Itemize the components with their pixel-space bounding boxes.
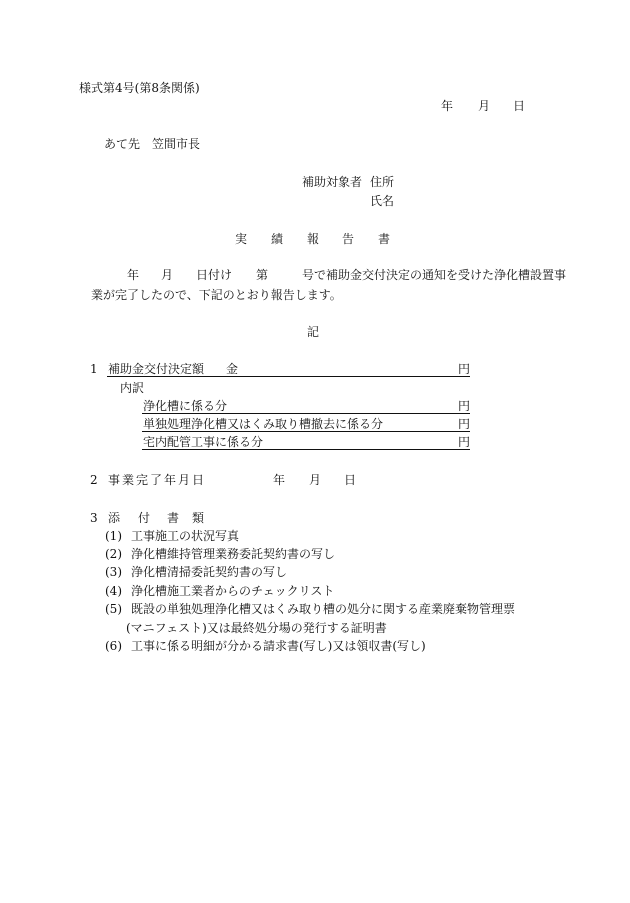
item3-label-char: 添 xyxy=(108,511,121,525)
item2-year: 年 xyxy=(273,473,286,487)
body-dated: 日付け xyxy=(196,268,233,282)
body-month: 月 xyxy=(161,268,174,282)
body-year: 年 xyxy=(127,268,140,282)
applicant-title: 補助対象者 xyxy=(302,175,363,189)
item1-number: 1 xyxy=(90,362,98,376)
sub-item-yen: 円 xyxy=(458,399,471,413)
item1-kin: 金 xyxy=(226,362,239,376)
sub-item-underline xyxy=(142,431,470,432)
item3-label-char: 付 xyxy=(138,511,151,525)
date-month-label: 月 xyxy=(478,99,491,113)
item1-underline xyxy=(107,376,470,377)
sub-item-label: 宅内配管工事に係る分 xyxy=(143,435,264,449)
item2-number: 2 xyxy=(90,473,98,487)
date-day-label: 日 xyxy=(513,99,526,113)
attachment-text: 既設の単独処理浄化槽又はくみ取り槽の処分に関する産業廃棄物管理票 xyxy=(131,602,516,616)
item2-label: 事業完了年月日 xyxy=(108,473,207,487)
recipient: あて先 笠間市長 xyxy=(104,137,201,151)
item3-number: 3 xyxy=(90,511,98,525)
item2-day: 日 xyxy=(344,473,357,487)
attachment-text: 浄化槽施工業者からのチェックリスト xyxy=(131,584,335,598)
item3-label-char: 類 xyxy=(192,511,205,525)
attachment-number: (2) xyxy=(105,547,122,561)
sub-item-underline xyxy=(142,449,470,450)
item1-yen: 円 xyxy=(458,362,471,376)
document-title-char: 実 xyxy=(235,232,248,246)
document-title-char: 告 xyxy=(342,232,355,246)
attachment-text: 浄化槽維持管理業務委託契約書の写し xyxy=(131,547,336,561)
item3-label-char: 書 xyxy=(167,511,180,525)
sub-item-yen: 円 xyxy=(458,417,471,431)
body-dai: 第 xyxy=(256,268,269,282)
form-number: 様式第4号(第8条関係) xyxy=(79,81,200,95)
ki-label: 記 xyxy=(307,325,320,339)
breakdown-label: 内訳 xyxy=(120,381,145,395)
document-title-char: 書 xyxy=(378,232,391,246)
attachment-number: (6) xyxy=(105,639,122,653)
applicant-name-label: 氏名 xyxy=(370,194,395,208)
attachment-text: 工事施工の状況写真 xyxy=(131,529,240,543)
sub-item-label: 単独処理浄化槽又はくみ取り槽撤去に係る分 xyxy=(143,417,384,431)
attachment-number: (4) xyxy=(105,584,122,598)
document-title-char: 績 xyxy=(271,232,284,246)
attachment-text: 工事に係る明細が分かる請求書(写し)又は領収書(写し) xyxy=(131,639,426,653)
item2-month: 月 xyxy=(309,473,322,487)
attachment-number: (1) xyxy=(105,529,122,543)
item1-label: 補助金交付決定額 xyxy=(108,362,205,376)
body-text-line2: 業が完了したので、下記のとおり報告します。 xyxy=(91,288,342,302)
attachment-continuation: (マニフェスト)又は最終処分場の発行する証明書 xyxy=(126,621,387,635)
attachment-number: (5) xyxy=(105,602,122,616)
sub-item-label: 浄化槽に係る分 xyxy=(143,399,228,413)
applicant-address-label: 住所 xyxy=(370,175,395,189)
sub-item-yen: 円 xyxy=(458,435,471,449)
attachment-number: (3) xyxy=(105,565,122,579)
attachment-text: 浄化槽清掃委託契約書の写し xyxy=(131,565,288,579)
document-title-char: 報 xyxy=(307,232,320,246)
sub-item-underline xyxy=(142,413,470,414)
body-text-line1: 号で補助金交付決定の通知を受けた浄化槽設置事 xyxy=(302,268,567,282)
date-year-label: 年 xyxy=(441,99,454,113)
